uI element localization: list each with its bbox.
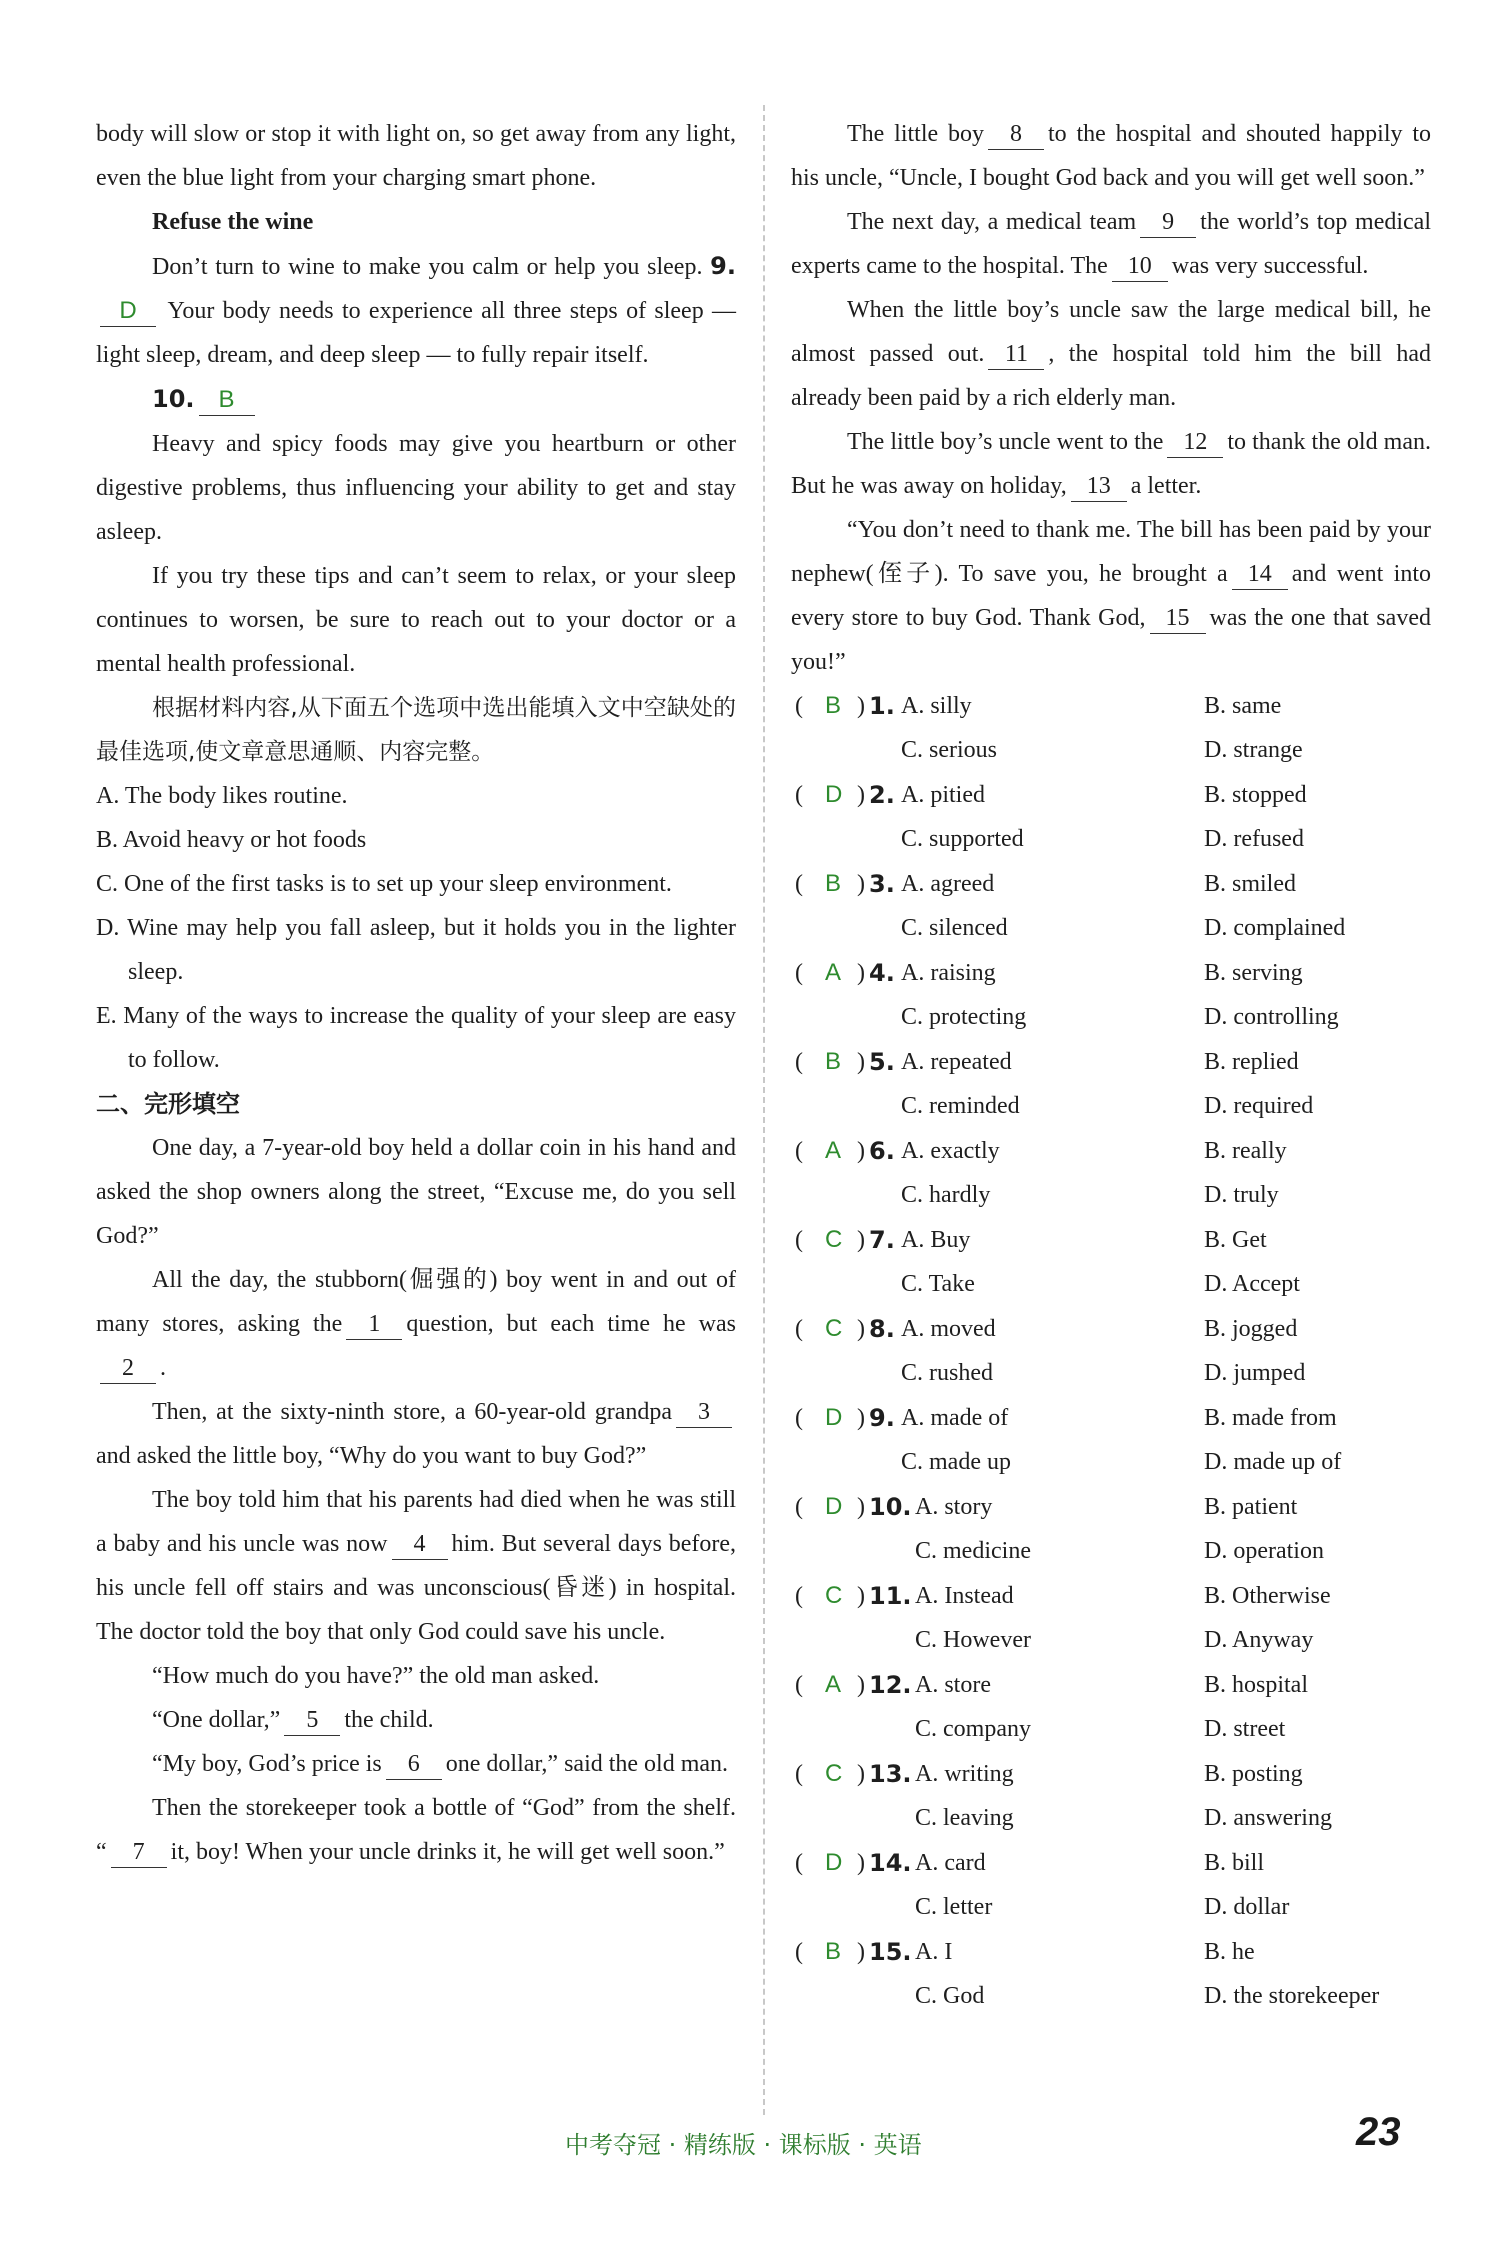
question-number: 14. (869, 1849, 912, 1877)
question-item (791, 1040, 1431, 1129)
page-number: 23 (1356, 2110, 1401, 2154)
text: and asked the little boy, “Why do you want to buy God?” (96, 1443, 647, 1469)
option-d: D. answering (1204, 1805, 1332, 1831)
option-a: A. made of (901, 1405, 1009, 1431)
answer-blank: D (100, 296, 156, 327)
question-number: 2. (869, 781, 895, 809)
text: The little boy (847, 121, 984, 147)
story-paragraph (96, 1698, 736, 1742)
blank-15: 15 (1150, 603, 1206, 634)
option-c: C. Take (901, 1271, 975, 1297)
text: him. But several days before, his uncle fell off stairs and was unconscious(昏迷) in hospital. The doctor told the boy that only God could save his uncle. (96, 1531, 737, 1645)
text: the world’s top medical experts came to the hospital. The (791, 209, 1432, 279)
option-b: B. Otherwise (1204, 1583, 1331, 1609)
question-item (791, 1752, 1431, 1841)
answer-letter: D (825, 1404, 843, 1431)
option-b: B. made from (1204, 1405, 1337, 1431)
option-c: C. reminded (901, 1093, 1020, 1119)
question-number: 10. (152, 385, 195, 413)
answer-paren: ( B ) (795, 1040, 867, 1084)
option-a: A. silly (901, 693, 972, 719)
answer-letter: B (825, 692, 842, 719)
question-item (791, 1485, 1431, 1574)
text: “You don’t need to thank me. The bill has been paid by your nephew(侄子). To save you, he brought a (791, 517, 1431, 587)
blank-14: 14 (1232, 559, 1288, 590)
option-a: A. pitied (901, 782, 985, 808)
text: a letter. (1130, 473, 1202, 499)
answer-letter: C (825, 1315, 843, 1342)
story-paragraph: One day, a 7-year-old boy held a dollar coin in his hand and asked the shop owners along the street, “Excuse me, do you sell God?” (96, 1135, 736, 1249)
option-b: B. jogged (1204, 1316, 1298, 1342)
answer-blank: B (199, 385, 255, 416)
story-paragraph (96, 1786, 736, 1874)
question-number: 4. (869, 959, 895, 987)
instruction: 根据材料内容,从下面五个选项中选出能填入文中空缺处的最佳选项,使文章意思通顺、内容完整。 (96, 695, 736, 765)
blank-9: 9 (1140, 207, 1196, 238)
option-a: A. exactly (901, 1138, 1000, 1164)
answer-letter: C (825, 1226, 843, 1253)
option-c: C. leaving (915, 1805, 1014, 1831)
subheading-refuse-wine: Refuse the wine (152, 209, 314, 235)
question-number: 3. (869, 870, 895, 898)
text: to thank the old man. But he was away on holiday, (791, 429, 1431, 499)
option-a: A. writing (915, 1761, 1014, 1787)
option-b: B. stopped (1204, 782, 1307, 808)
story-paragraph (96, 1258, 736, 1390)
option-a: A. story (915, 1494, 993, 1520)
question-number: 7. (869, 1226, 895, 1254)
answer-letter: A (825, 1671, 842, 1698)
question-number: 13. (869, 1760, 912, 1788)
answer-paren: ( D ) (795, 773, 867, 817)
option-c: C. company (915, 1716, 1031, 1742)
question-item (791, 951, 1431, 1040)
option-c: C. letter (915, 1894, 993, 1920)
paragraph: body will slow or stop it with light on, so get away from any light, even the blue light from your charging smart phone. (96, 121, 736, 191)
text: Don’t turn to wine to make you calm or help you sleep. (152, 254, 703, 280)
option-d: D. Anyway (1204, 1627, 1314, 1653)
answer-paren: ( B ) (795, 862, 867, 906)
story-paragraph (791, 508, 1431, 684)
option-b: B. patient (1204, 1494, 1298, 1520)
answer-letter: A (825, 1137, 842, 1164)
option-d: D. required (1204, 1093, 1314, 1119)
blank-11: 11 (988, 339, 1044, 370)
option-d: D. the storekeeper (1204, 1983, 1380, 2009)
answer-paren: ( D ) (795, 1485, 867, 1529)
option-d: D. truly (1204, 1182, 1279, 1208)
paragraph-q10 (96, 377, 736, 422)
option-a: A. store (915, 1672, 991, 1698)
option-a: A. card (915, 1850, 986, 1876)
blank-1: 1 (346, 1309, 402, 1340)
option-d: D. operation (1204, 1538, 1324, 1564)
option-d: D. refused (1204, 826, 1304, 852)
story-paragraph (791, 288, 1431, 420)
text: “My boy, God’s price is (152, 1751, 382, 1777)
story-paragraph (791, 420, 1431, 508)
option-a: A. agreed (901, 871, 995, 897)
text: The boy told him that his parents had died when he was still a baby and his uncle was now (96, 1487, 736, 1557)
option-a: A. repeated (901, 1049, 1012, 1075)
section-title: 二、完形填空 (96, 1090, 240, 1118)
question-item (791, 773, 1431, 862)
option-b: B. Avoid heavy or hot foods (96, 827, 367, 853)
option-d: D. jumped (1204, 1360, 1306, 1386)
blank-4: 4 (392, 1529, 448, 1560)
text: . (160, 1355, 166, 1381)
story-paragraph (791, 112, 1431, 200)
blank-10: 10 (1112, 251, 1168, 282)
option-c: C. made up (901, 1449, 1011, 1475)
question-item (791, 1841, 1431, 1930)
option-c: C. God (915, 1983, 985, 2009)
text: was the one that saved you!” (791, 605, 1431, 675)
text: it, boy! When your uncle drinks it, he will get well soon.” (170, 1839, 725, 1865)
story-paragraph (96, 1478, 736, 1654)
blank-5: 5 (284, 1705, 340, 1736)
answer-letter: D (825, 1493, 843, 1520)
answer-letter: B (825, 1048, 842, 1075)
blank-8: 8 (988, 119, 1044, 150)
blank-12: 12 (1167, 427, 1223, 458)
answer-paren: ( C ) (795, 1218, 867, 1262)
question-number: 5. (869, 1048, 895, 1076)
text: , the hospital told him the bill had already been paid by a rich elderly man. (791, 341, 1431, 411)
option-b: B. smiled (1204, 871, 1297, 897)
paragraph-wine (96, 244, 736, 377)
question-list (791, 684, 1431, 2019)
story-paragraph (96, 1390, 736, 1478)
answer-letter: A (825, 959, 842, 986)
blank-3: 3 (676, 1397, 732, 1428)
blank-13: 13 (1071, 471, 1127, 502)
text: “One dollar,” (152, 1707, 281, 1733)
answer-letter: C (825, 1760, 843, 1787)
text: was very successful. (1171, 253, 1369, 279)
question-item (791, 1307, 1431, 1396)
option-c: C. protecting (901, 1004, 1027, 1030)
text: to the hospital and shouted happily to his uncle, “Uncle, I bought God back and you will get well soon.” (791, 121, 1432, 191)
column-divider (763, 105, 765, 2115)
question-number: 1. (869, 692, 895, 720)
option-c: C. serious (901, 737, 997, 763)
text: and went into every store to buy God. Thank God, (791, 561, 1432, 631)
question-number: 9. (869, 1404, 895, 1432)
question-item (791, 684, 1431, 773)
option-d: D. Accept (1204, 1271, 1300, 1297)
answer-paren: ( C ) (795, 1574, 867, 1618)
blank-6: 6 (386, 1749, 442, 1780)
option-d: D. complained (1204, 915, 1346, 941)
answer-paren: ( D ) (795, 1841, 867, 1885)
answer-paren: ( A ) (795, 1663, 867, 1707)
text: question, but each time he was (406, 1311, 736, 1337)
option-c: C. supported (901, 826, 1024, 852)
answer-letter: B (825, 1938, 842, 1965)
option-d: D. controlling (1204, 1004, 1339, 1030)
option-a: A. Instead (915, 1583, 1014, 1609)
question-item (791, 1574, 1431, 1663)
option-d: D. made up of (1204, 1449, 1342, 1475)
option-c: C. hardly (901, 1182, 991, 1208)
option-e: E. Many of the ways to increase the quality of your sleep are easy to follow. (96, 1003, 736, 1073)
text: Your body needs to experience all three steps of sleep — light sleep, dream, and deep sleep — to fully repair itself. (96, 298, 737, 368)
option-c: C. medicine (915, 1538, 1031, 1564)
question-number: 9. (710, 252, 736, 280)
answer-letter: B (825, 870, 842, 897)
option-c: C. rushed (901, 1360, 993, 1386)
option-b: B. hospital (1204, 1672, 1309, 1698)
answer-letter: D (825, 781, 843, 808)
answer-paren: ( B ) (795, 684, 867, 728)
option-b: B. serving (1204, 960, 1303, 986)
text: All the day, the stubborn(倔强的) boy went in and out of many stores, asking the (96, 1267, 736, 1337)
text: Then the storekeeper took a bottle of “God” from the shelf. “ (96, 1795, 736, 1865)
answer-paren: ( B ) (795, 1930, 867, 1974)
question-number: 11. (869, 1582, 912, 1610)
question-item (791, 862, 1431, 951)
text: the child. (344, 1707, 434, 1733)
question-item (791, 1930, 1431, 2019)
paragraph: If you try these tips and can’t seem to relax, or your sleep continues to worsen, be sure to reach out to your doctor or a mental health professional. (96, 563, 736, 677)
option-b: B. posting (1204, 1761, 1303, 1787)
answer-paren: ( C ) (795, 1752, 867, 1796)
answer-paren: ( C ) (795, 1307, 867, 1351)
answer-paren: ( A ) (795, 1129, 867, 1173)
story-paragraph: “How much do you have?” the old man asked. (152, 1663, 600, 1689)
question-number: 8. (869, 1315, 895, 1343)
text: Then, at the sixty-ninth store, a 60-year-old grandpa (152, 1399, 672, 1425)
question-item (791, 1396, 1431, 1485)
story-paragraph (96, 1742, 736, 1786)
option-a: A. raising (901, 960, 996, 986)
option-d: D. Wine may help you fall asleep, but it holds you in the lighter sleep. (96, 915, 736, 985)
blank-2: 2 (100, 1353, 156, 1384)
option-c: C. One of the first tasks is to set up your sleep environment. (96, 871, 672, 897)
paragraph: Heavy and spicy foods may give you heartburn or other digestive problems, thus influencing your ability to get and stay asleep. (96, 431, 736, 545)
option-b: B. bill (1204, 1850, 1265, 1876)
answer-paren: ( D ) (795, 1396, 867, 1440)
text: The next day, a medical team (847, 209, 1137, 235)
option-b: B. he (1204, 1939, 1255, 1965)
text: When the little boy’s uncle saw the large medical bill, he almost passed out. (791, 297, 1431, 367)
question-item (791, 1129, 1431, 1218)
story-paragraph (791, 200, 1431, 288)
answer-letter: D (825, 1849, 843, 1876)
question-number: 15. (869, 1938, 912, 1966)
option-b: B. Get (1204, 1227, 1267, 1253)
question-item (791, 1218, 1431, 1307)
question-number: 12. (869, 1671, 912, 1699)
answer-paren: ( A ) (795, 951, 867, 995)
blank-7: 7 (111, 1837, 167, 1868)
option-b: B. replied (1204, 1049, 1299, 1075)
option-b: B. really (1204, 1138, 1287, 1164)
question-number: 6. (869, 1137, 895, 1165)
text: The little boy’s uncle went to the (847, 429, 1164, 455)
option-d: D. strange (1204, 737, 1303, 763)
right-column (791, 112, 1431, 2019)
option-c: C. silenced (901, 915, 1008, 941)
option-c: C. However (915, 1627, 1031, 1653)
option-d: D. street (1204, 1716, 1286, 1742)
option-a: A. I (915, 1939, 953, 1965)
option-a: A. moved (901, 1316, 996, 1342)
question-item (791, 1663, 1431, 1752)
footer-title: 中考夺冠 · 精练版 · 课标版 · 英语 (565, 2131, 922, 2159)
option-d: D. dollar (1204, 1894, 1290, 1920)
answer-letter: C (825, 1582, 843, 1609)
text: one dollar,” said the old man. (445, 1751, 729, 1777)
question-number: 10. (869, 1493, 912, 1521)
left-column (96, 112, 736, 1874)
option-a: A. The body likes routine. (96, 783, 348, 809)
option-b: B. same (1204, 693, 1282, 719)
option-a: A. Buy (901, 1227, 971, 1253)
